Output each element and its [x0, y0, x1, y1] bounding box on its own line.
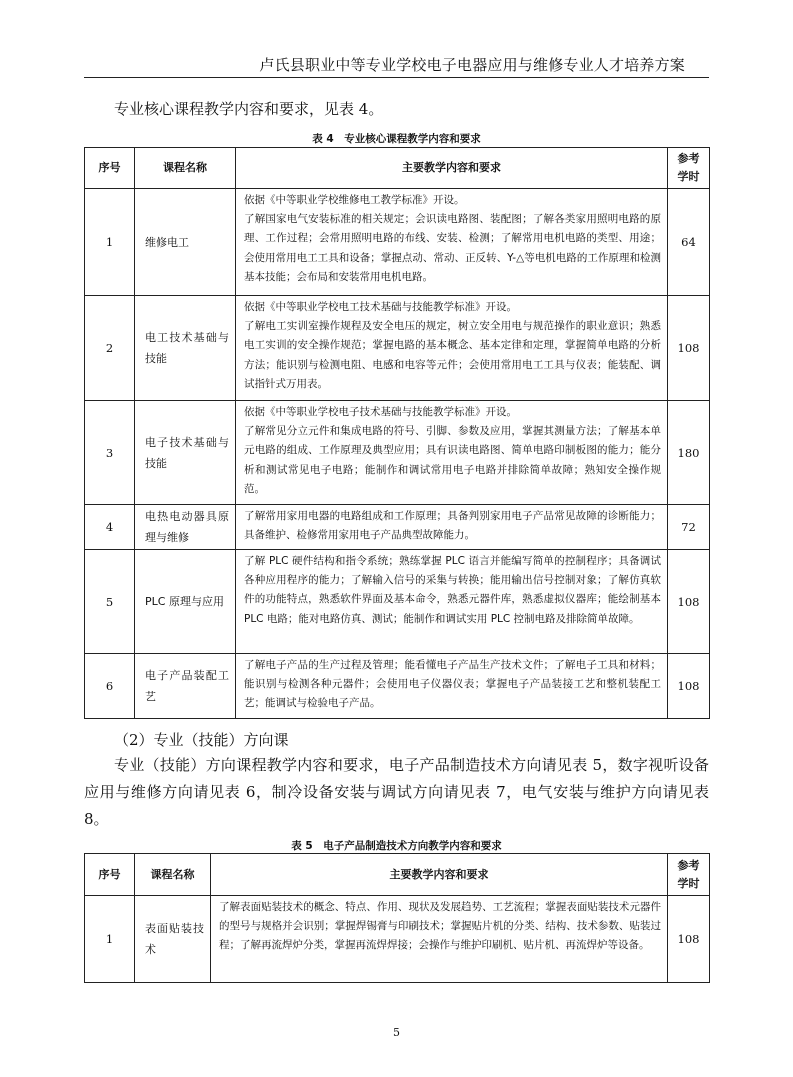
course-name: 电子技术基础与技能	[135, 401, 236, 505]
row-no: 3	[85, 401, 135, 505]
row-no: 6	[85, 654, 135, 719]
table5-caption: 表 5 电子产品制造技术方向教学内容和要求	[291, 840, 502, 852]
table-row	[85, 550, 710, 654]
table4-header-row	[85, 148, 710, 189]
table-row	[85, 189, 710, 296]
course-hours: 180	[668, 401, 710, 505]
course-hours: 72	[668, 505, 710, 550]
course-name: PLC 原理与应用	[135, 550, 236, 654]
page-header	[84, 48, 709, 78]
header-no: 序号	[85, 148, 135, 189]
row-no: 2	[85, 296, 135, 401]
header-no: 序号	[85, 854, 135, 896]
table-row	[85, 296, 710, 401]
header-hours: 参考 学时	[668, 148, 710, 189]
table-row	[85, 654, 710, 719]
course-hours: 64	[668, 189, 710, 296]
table5-header-row	[85, 854, 710, 896]
page-number: 5	[393, 1026, 400, 1039]
table-row	[85, 505, 710, 550]
section-heading: （2）专业（技能）方向课	[114, 731, 289, 749]
course-name: 维修电工	[135, 189, 236, 296]
course-content: 依据《中等职业学校电工技术基础与技能教学标准》开设。 了解电工实训室操作规程及安全电压的规定，树立安全用电与规范操作的职业意识；熟悉电工实训的安全操作规范；掌握电路的基本概念、基本定律和定理，掌握简单电路的分析方法；能识别与检测电阻、电感和电容等元件；会使用常用电工工具与仪表；能装配、调试指针式万用表。	[236, 296, 668, 401]
direction-paragraph: 专业（技能）方向课程教学内容和要求，电子产品制造技术方向请见表 5，数字视听设备应用与维修方向请见表 6，制冷设备安装与调试方向请见表 7，电气安装与维护方向请见表 8。	[84, 756, 709, 828]
table-row	[85, 401, 710, 505]
header-course-name: 课程名称	[135, 854, 211, 896]
course-name: 电热电动器具原理与维修	[135, 505, 236, 550]
course-hours: 108	[668, 654, 710, 719]
course-name: 电工技术基础与技能	[135, 296, 236, 401]
course-hours: 108	[668, 296, 710, 401]
intro-paragraph: 专业核心课程教学内容和要求，见表 4。	[114, 100, 384, 118]
course-content: 了解常用家用电器的电路组成和工作原理；具备判别家用电子产品常见故障的诊断能力；具备维护、检修常用家用电子产品典型故障能力。	[236, 505, 668, 550]
header-hours: 参考 学时	[668, 854, 710, 896]
course-hours: 108	[668, 896, 710, 983]
course-hours: 108	[668, 550, 710, 654]
row-no: 1	[85, 189, 135, 296]
table4-caption: 表 4 专业核心课程教学内容和要求	[312, 133, 481, 145]
course-content: 了解 PLC 硬件结构和指令系统；熟练掌握 PLC 语言并能编写简单的控制程序；具备调试各种应用程序的能力；了解输入信号的采集与转换；能用输出信号控制对象；了解仿真软件的功能特点，熟悉软件界面及基本命令，熟悉元器件库，熟悉虚拟仪器库；能绘制基本 PLC 电路；能对电路仿真、测试；能制作和调试实用 PLC 控制电路及排除简单故障。	[236, 550, 668, 654]
course-content: 依据《中等职业学校维修电工教学标准》开设。 了解国家电气安装标准的相关规定；会识读电路图、装配图；了解各类家用照明电路的原理、工作过程；会常用照明电路的布线、安装、检测；了解常用电机电路的类型、用途；会使用常用电工工具和设备；掌握点动、常动、正反转、Y-△等电机电路的工作原理和检测基本技能；会布局和安装常用电机电路。	[236, 189, 668, 296]
header-course-name: 课程名称	[135, 148, 236, 189]
row-no: 5	[85, 550, 135, 654]
document-title: 卢氏县职业中等专业学校电子电器应用与维修专业人才培养方案	[259, 56, 685, 74]
course-name: 表面贴装技术	[135, 896, 211, 983]
header-content: 主要教学内容和要求	[211, 854, 668, 896]
course-content: 了解电子产品的生产过程及管理；能看懂电子产品生产技术文件；了解电子工具和材料；能识别与检测各种元器件；会使用电子仪器仪表；掌握电子产品装接工艺和整机装配工艺；能调试与检验电子产品。	[236, 654, 668, 719]
header-content: 主要教学内容和要求	[236, 148, 668, 189]
table-row	[85, 896, 710, 983]
course-content: 了解表面贴装技术的概念、特点、作用、现状及发展趋势、工艺流程；掌握表面贴装技术元器件的型号与规格并会识别；掌握焊锡膏与印刷技术；掌握贴片机的分类、结构、技术参数、贴装过程；了解再流焊炉分类，掌握再流焊焊接；会操作与维护印刷机、贴片机、再流焊炉等设备。	[211, 896, 668, 983]
row-no: 4	[85, 505, 135, 550]
direction-course-table	[84, 853, 710, 983]
core-course-table	[84, 147, 710, 719]
row-no: 1	[85, 896, 135, 983]
course-content: 依据《中等职业学校电子技术基础与技能教学标准》开设。 了解常见分立元件和集成电路的符号、引脚、参数及应用，掌握其测量方法；了解基本单元电路的组成、工作原理及典型应用；具有识读电路图、简单电路印制板图的能力；能分析和测试常见电子电路；能制作和调试常用电子电路并排除简单故障；熟知安全操作规范。	[236, 401, 668, 505]
course-name: 电子产品装配工艺	[135, 654, 236, 719]
